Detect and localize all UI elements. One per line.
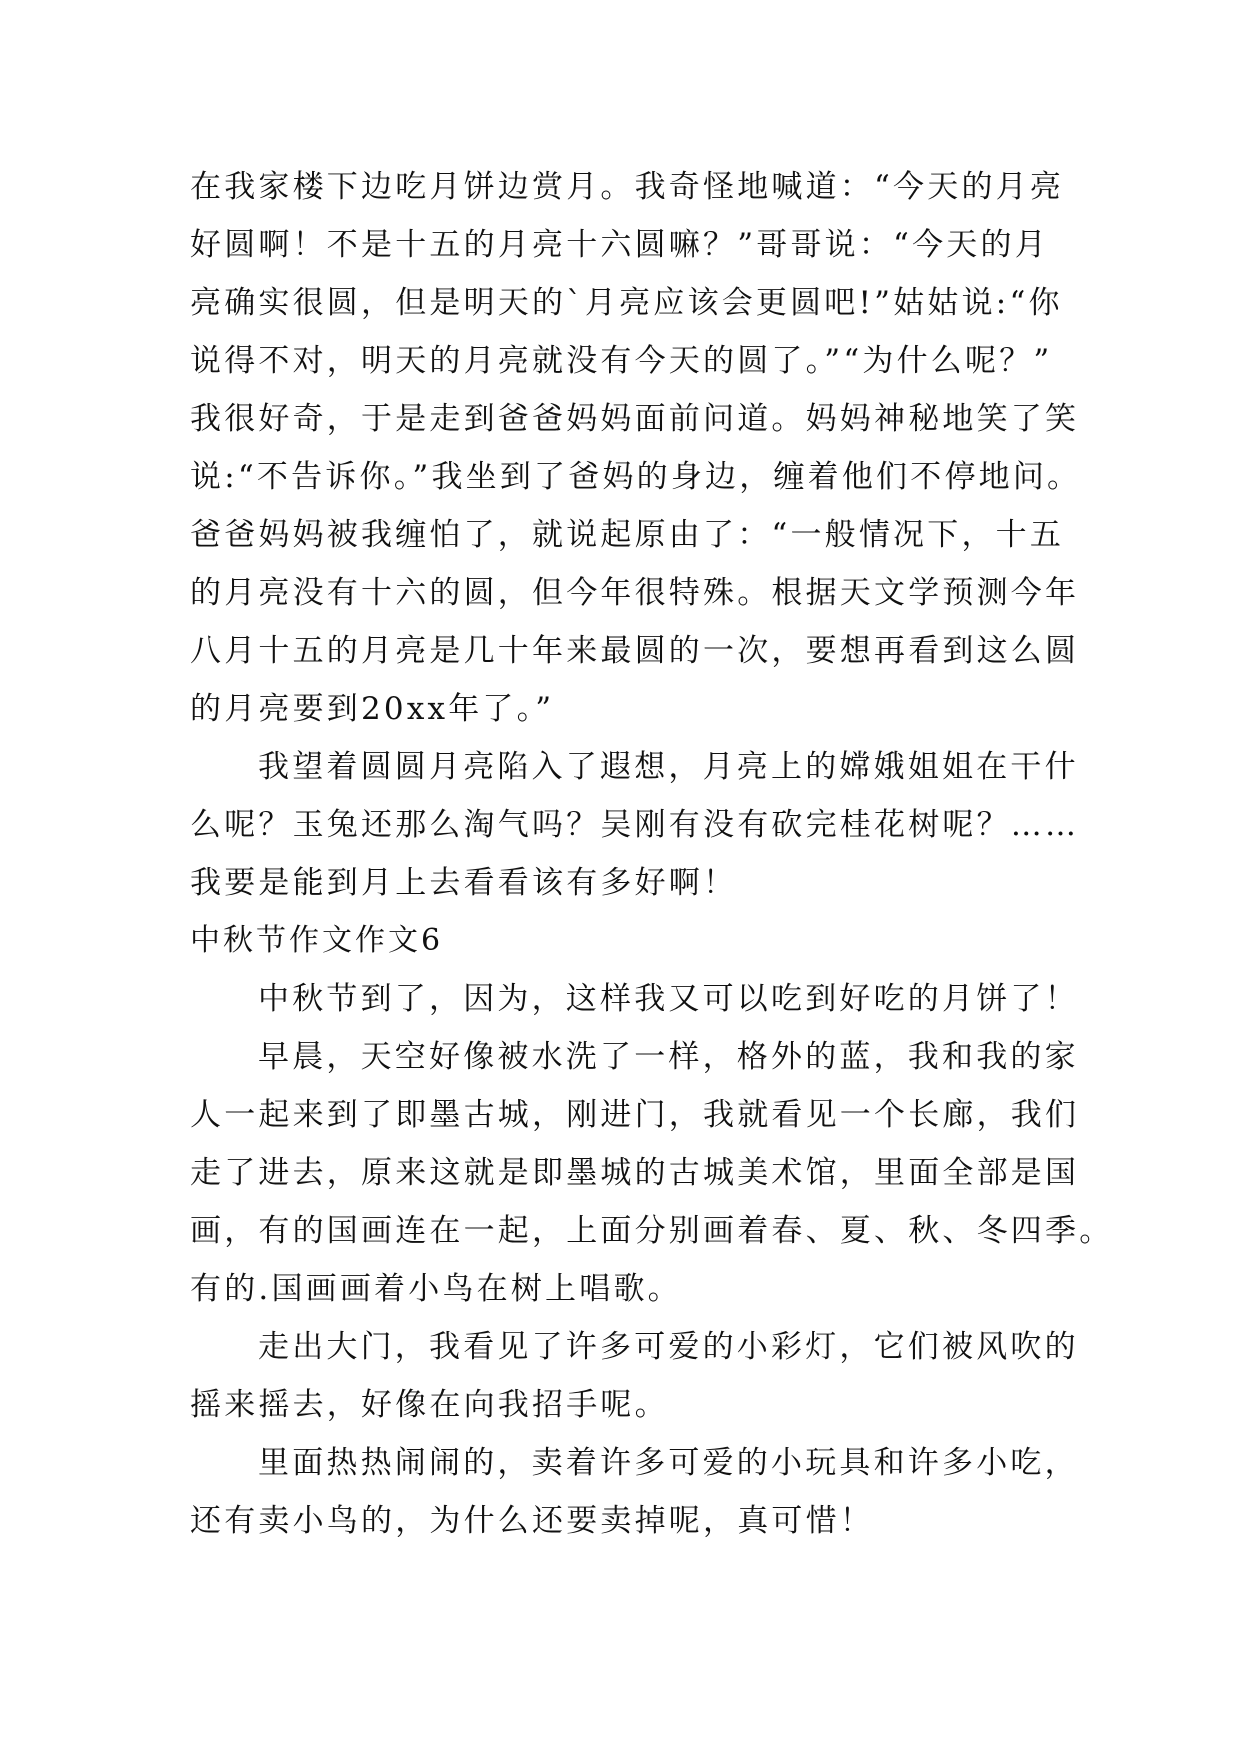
text-line: 的月亮要到20xx年了。”: [190, 691, 555, 727]
text-line: 我要是能到月上去看看该有多好啊！: [190, 865, 738, 901]
text-line: 画，有的国画连在一起，上面分别画着春、夏、秋、冬四季。: [190, 1213, 1114, 1249]
paragraph-start-line: 早晨，天空好像被水洗了一样，格外的蓝，我和我的家: [258, 1039, 1079, 1075]
text-line: 亮确实很圆，但是明天的`月亮应该会更圆吧!”姑姑说:“你: [190, 285, 1063, 321]
text-line: 有的.国画画着小鸟在树上唱歌。: [190, 1271, 682, 1307]
paragraph-start-line: 中秋节到了，因为，这样我又可以吃到好吃的月饼了！: [258, 981, 1079, 1017]
text-line: 还有卖小鸟的，为什么还要卖掉呢，真可惜！: [190, 1503, 874, 1539]
paragraph-start-line: 我望着圆圆月亮陷入了遐想，月亮上的嫦娥姐姐在干什: [258, 749, 1079, 785]
text-line: 说得不对，明天的月亮就没有今天的圆了。”“为什么呢？”: [190, 343, 1053, 379]
text-line: 八月十五的月亮是几十年来最圆的一次，要想再看到这么圆: [190, 633, 1080, 669]
text-line: 摇来摇去，好像在向我招手呢。: [190, 1387, 669, 1423]
text-line: 说:“不告诉你。”我坐到了爸妈的身边，缠着他们不停地问。: [190, 459, 1082, 495]
text-line: 么呢？玉兔还那么淘气吗？吴刚有没有砍完桂花树呢？……: [190, 807, 1080, 843]
text-line: 好圆啊！不是十五的月亮十六圆嘛？”哥哥说：“今天的月: [190, 227, 1049, 263]
text-line: 的月亮没有十六的圆，但今年很特殊。根据天文学预测今年: [190, 575, 1080, 611]
text-line: 走了进去，原来这就是即墨城的古城美术馆，里面全部是国: [190, 1155, 1080, 1191]
text-line: 在我家楼下边吃月饼边赏月。我奇怪地喊道：“今天的月亮: [190, 169, 1065, 205]
paragraph-start-line: 走出大门，我看见了许多可爱的小彩灯，它们被风吹的: [258, 1329, 1079, 1365]
text-line: 爸爸妈妈被我缠怕了，就说起原由了：“一般情况下，十五: [190, 517, 1065, 553]
section-heading: 中秋节作文作文6: [190, 923, 444, 958]
text-line: 人一起来到了即墨古城，刚进门，我就看见一个长廊，我们: [190, 1097, 1080, 1133]
text-line: 我很好奇，于是走到爸爸妈妈面前问道。妈妈神秘地笑了笑: [190, 401, 1080, 437]
paragraph-start-line: 里面热热闹闹的，卖着许多可爱的小玩具和许多小吃，: [258, 1445, 1079, 1481]
document-body: [190, 158, 1114, 1550]
